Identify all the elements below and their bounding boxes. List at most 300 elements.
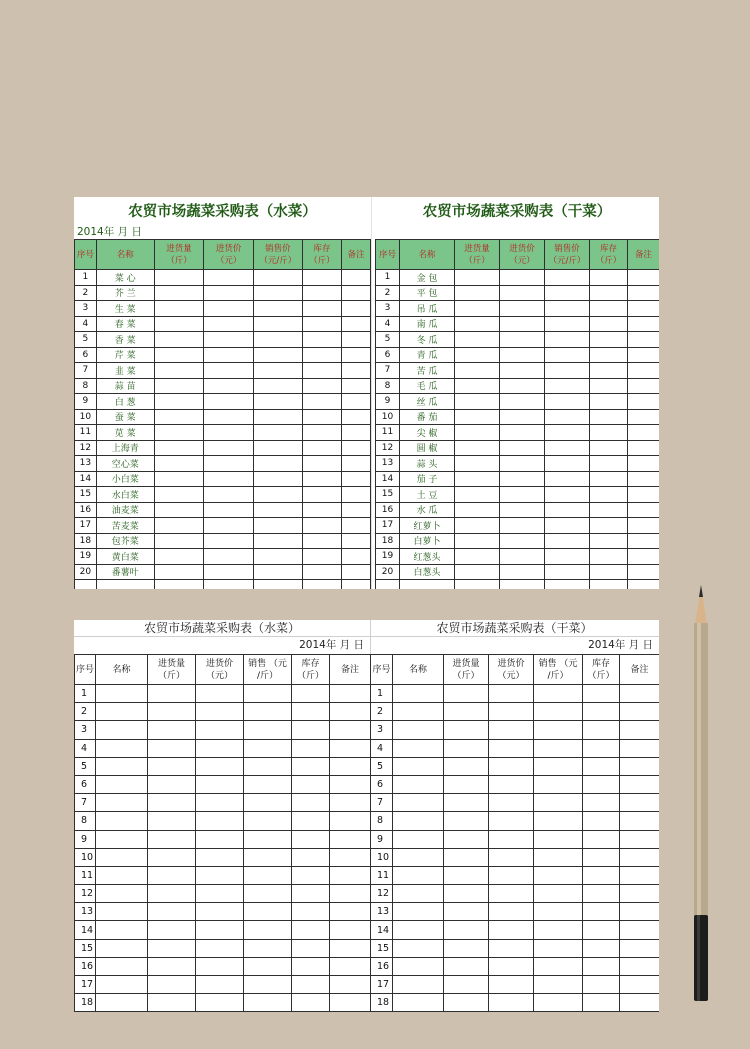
purchase-table (74, 654, 371, 1012)
empty-cell (204, 440, 254, 456)
empty-cell (204, 285, 254, 301)
table-half-watery-vegetables (74, 197, 371, 589)
empty-cell (444, 921, 489, 939)
empty-cell (341, 518, 370, 534)
column-header-line2: （元/斤） (548, 255, 586, 266)
empty-cell (292, 703, 330, 721)
empty-cell (254, 316, 303, 332)
empty-cell (244, 903, 292, 921)
empty-cell (196, 721, 244, 739)
empty-cell (455, 549, 500, 565)
empty-cell (455, 533, 500, 549)
empty-cell (96, 957, 148, 975)
row-number: 2 (371, 703, 393, 721)
table-row (75, 347, 371, 363)
empty-cell (393, 976, 444, 994)
empty-cell (500, 580, 545, 590)
row-number: 1 (376, 270, 400, 286)
empty-cell (489, 703, 534, 721)
vegetable-name: 蚕 菜 (96, 409, 154, 425)
row-number: 13 (371, 903, 393, 921)
empty-cell (489, 721, 534, 739)
column-header-line2: （元） (215, 255, 242, 266)
empty-cell (302, 533, 341, 549)
empty-cell (620, 903, 660, 921)
column-header (154, 240, 204, 270)
empty-cell (620, 921, 660, 939)
empty-cell (244, 703, 292, 721)
empty-cell (292, 739, 330, 757)
column-header-line1: 名称 (418, 249, 436, 260)
empty-cell (196, 976, 244, 994)
empty-cell (254, 332, 303, 348)
column-header-line1: 备注 (630, 664, 649, 675)
row-number: 1 (75, 685, 96, 703)
empty-cell (292, 903, 330, 921)
row-number: 7 (376, 363, 400, 379)
table-row (376, 518, 660, 534)
empty-cell (583, 885, 620, 903)
empty-cell (302, 456, 341, 472)
table-row (376, 564, 660, 580)
row-number: 20 (75, 564, 97, 580)
empty-cell (628, 564, 660, 580)
table-row (376, 471, 660, 487)
table-row (75, 394, 371, 410)
table-row (376, 409, 660, 425)
empty-cell (489, 866, 534, 884)
table-row (75, 830, 371, 848)
table-row (75, 332, 371, 348)
empty-cell (590, 518, 628, 534)
vegetable-name: 苦麦菜 (96, 518, 154, 534)
empty-cell (489, 885, 534, 903)
empty-cell (302, 518, 341, 534)
column-header (371, 655, 393, 685)
empty-cell (500, 316, 545, 332)
empty-cell (590, 316, 628, 332)
empty-cell (204, 487, 254, 503)
empty-cell (444, 866, 489, 884)
empty-cell (583, 903, 620, 921)
table-row (371, 812, 660, 830)
empty-cell (244, 775, 292, 793)
empty-cell (489, 757, 534, 775)
column-header-line1: 销售 （元 (538, 658, 578, 669)
empty-cell (341, 301, 370, 317)
empty-cell (204, 502, 254, 518)
empty-cell (154, 347, 204, 363)
empty-cell (330, 721, 371, 739)
empty-cell (330, 685, 371, 703)
empty-cell (500, 332, 545, 348)
column-header-line1: 销售价 (265, 243, 291, 254)
empty-cell (444, 775, 489, 793)
column-header-line2: （斤） (587, 670, 615, 681)
empty-cell (545, 409, 590, 425)
table-row (371, 921, 660, 939)
empty-cell (302, 471, 341, 487)
empty-cell (489, 812, 534, 830)
row-number: 10 (371, 848, 393, 866)
column-header (96, 655, 148, 685)
table-row (371, 957, 660, 975)
empty-cell (96, 885, 148, 903)
empty-cell (292, 794, 330, 812)
empty-cell (292, 721, 330, 739)
row-number: 18 (376, 533, 400, 549)
empty-cell (393, 703, 444, 721)
empty-cell (628, 502, 660, 518)
empty-cell (628, 471, 660, 487)
table-row (376, 440, 660, 456)
empty-cell (628, 285, 660, 301)
empty-cell (341, 440, 370, 456)
empty-cell (154, 394, 204, 410)
sheet-preview-bottom (74, 620, 659, 1012)
empty-cell (96, 812, 148, 830)
empty-cell (500, 363, 545, 379)
row-number: 9 (371, 830, 393, 848)
table-row (75, 580, 371, 590)
table-row (371, 976, 660, 994)
vegetable-name: 香 菜 (96, 332, 154, 348)
empty-cell (628, 533, 660, 549)
empty-cell (254, 440, 303, 456)
empty-cell (500, 471, 545, 487)
empty-cell (244, 921, 292, 939)
table-row (75, 502, 371, 518)
empty-cell (148, 866, 196, 884)
empty-cell (148, 794, 196, 812)
column-header-line1: 序号 (76, 249, 94, 260)
empty-cell (341, 409, 370, 425)
row-number: 15 (376, 487, 400, 503)
column-header-line2: /斤） (547, 670, 569, 681)
row-number: 19 (75, 549, 97, 565)
empty-cell (244, 794, 292, 812)
empty-cell (292, 757, 330, 775)
row-number: 20 (376, 564, 400, 580)
row-number: 8 (376, 378, 400, 394)
vegetable-name: 水 瓜 (400, 502, 455, 518)
table-row (75, 885, 371, 903)
empty-cell (244, 866, 292, 884)
table-row (371, 848, 660, 866)
empty-cell (545, 285, 590, 301)
empty-cell (393, 775, 444, 793)
table-row (376, 394, 660, 410)
empty-cell (455, 270, 500, 286)
row-number: 16 (371, 957, 393, 975)
empty-cell (254, 533, 303, 549)
table-row (75, 409, 371, 425)
empty-cell (545, 456, 590, 472)
row-number: 2 (376, 285, 400, 301)
row-number: 5 (75, 332, 97, 348)
table-row (371, 830, 660, 848)
empty-cell (154, 440, 204, 456)
row-number: 17 (376, 518, 400, 534)
empty-cell (500, 440, 545, 456)
empty-cell (545, 564, 590, 580)
sheet-preview-top (74, 197, 659, 589)
row-number: 10 (376, 409, 400, 425)
empty-cell (96, 685, 148, 703)
empty-cell (196, 957, 244, 975)
empty-cell (330, 939, 371, 957)
column-header-line2: （斤） (296, 670, 324, 681)
empty-cell (341, 580, 370, 590)
empty-cell (292, 848, 330, 866)
empty-cell (583, 812, 620, 830)
empty-cell (244, 812, 292, 830)
empty-cell (500, 270, 545, 286)
empty-cell (75, 580, 97, 590)
empty-cell (154, 518, 204, 534)
row-number: 12 (75, 440, 97, 456)
empty-cell (341, 471, 370, 487)
empty-cell (196, 866, 244, 884)
column-header (489, 655, 534, 685)
empty-cell (196, 775, 244, 793)
row-number: 7 (371, 794, 393, 812)
table-row (75, 703, 371, 721)
table-row (371, 885, 660, 903)
empty-cell (254, 301, 303, 317)
row-number: 4 (75, 316, 97, 332)
empty-cell (534, 757, 583, 775)
empty-cell (393, 885, 444, 903)
empty-cell (455, 440, 500, 456)
empty-cell (302, 285, 341, 301)
row-number: 9 (376, 394, 400, 410)
empty-cell (330, 812, 371, 830)
vegetable-name: 红葱头 (400, 549, 455, 565)
empty-cell (500, 456, 545, 472)
column-header (96, 240, 154, 270)
empty-cell (455, 456, 500, 472)
empty-cell (204, 549, 254, 565)
empty-cell (244, 976, 292, 994)
column-header-line1: 备注 (347, 249, 365, 260)
row-number: 2 (75, 703, 96, 721)
empty-cell (444, 939, 489, 957)
table-row (376, 363, 660, 379)
row-number: 6 (75, 347, 97, 363)
empty-cell (204, 564, 254, 580)
table-row (75, 994, 371, 1012)
empty-cell (620, 739, 660, 757)
table-row (75, 848, 371, 866)
header-row (371, 655, 660, 685)
empty-cell (254, 502, 303, 518)
empty-cell (244, 685, 292, 703)
row-number: 17 (371, 976, 393, 994)
column-header-line2: （斤） (452, 670, 480, 681)
empty-cell (330, 994, 371, 1012)
empty-cell (254, 471, 303, 487)
empty-cell (534, 775, 583, 793)
vegetable-name: 平 包 (400, 285, 455, 301)
vegetable-name: 毛 瓜 (400, 378, 455, 394)
empty-cell (254, 564, 303, 580)
empty-cell (590, 487, 628, 503)
empty-cell (96, 757, 148, 775)
empty-cell (244, 939, 292, 957)
empty-cell (196, 757, 244, 775)
pencil-icon (689, 585, 713, 1005)
empty-cell (455, 487, 500, 503)
vegetable-name: 生 菜 (96, 301, 154, 317)
table-row (75, 363, 371, 379)
empty-cell (400, 580, 455, 590)
empty-cell (96, 580, 154, 590)
column-header (455, 240, 500, 270)
row-number: 18 (371, 994, 393, 1012)
row-number: 17 (75, 518, 97, 534)
empty-cell (196, 703, 244, 721)
empty-cell (590, 502, 628, 518)
empty-cell (196, 794, 244, 812)
empty-cell (393, 812, 444, 830)
empty-cell (620, 757, 660, 775)
row-number: 13 (75, 903, 96, 921)
empty-cell (393, 794, 444, 812)
empty-cell (244, 957, 292, 975)
empty-cell (534, 703, 583, 721)
empty-cell (545, 394, 590, 410)
row-number: 15 (371, 939, 393, 957)
empty-cell (393, 957, 444, 975)
column-header-line1: 进货价 (509, 243, 535, 254)
empty-cell (583, 866, 620, 884)
column-header (204, 240, 254, 270)
empty-cell (254, 580, 303, 590)
empty-cell (244, 757, 292, 775)
table-row (376, 533, 660, 549)
empty-cell (620, 775, 660, 793)
empty-cell (393, 685, 444, 703)
empty-cell (628, 301, 660, 317)
empty-cell (148, 703, 196, 721)
column-header-line1: 序号 (372, 664, 391, 675)
empty-cell (583, 775, 620, 793)
empty-cell (204, 580, 254, 590)
table-title: 农贸市场蔬菜采购表（干菜） (422, 204, 612, 220)
column-header (590, 240, 628, 270)
empty-cell (330, 703, 371, 721)
empty-cell (330, 866, 371, 884)
table-row (75, 456, 371, 472)
empty-cell (534, 739, 583, 757)
empty-cell (545, 580, 590, 590)
empty-cell (534, 866, 583, 884)
column-header-line2: （斤） (157, 670, 185, 681)
purchase-table (74, 239, 371, 589)
table-row (376, 549, 660, 565)
table-row (75, 440, 371, 456)
empty-cell (154, 270, 204, 286)
empty-cell (148, 957, 196, 975)
column-header-line1: 备注 (634, 249, 652, 260)
column-header-line1: 进货价 (497, 658, 525, 669)
empty-cell (583, 703, 620, 721)
column-header-line1: 名称 (112, 664, 131, 675)
column-header-line2: （斤） (309, 255, 335, 266)
table-row (376, 456, 660, 472)
header-row (75, 655, 371, 685)
empty-cell (148, 830, 196, 848)
column-header (583, 655, 620, 685)
empty-cell (590, 580, 628, 590)
vegetable-name: 韭 菜 (96, 363, 154, 379)
table-row (376, 487, 660, 503)
empty-cell (628, 409, 660, 425)
empty-cell (620, 794, 660, 812)
column-header-line1: 备注 (340, 664, 359, 675)
column-header (75, 240, 97, 270)
empty-cell (583, 939, 620, 957)
empty-cell (545, 347, 590, 363)
empty-cell (254, 378, 303, 394)
vegetable-name: 上海青 (96, 440, 154, 456)
vegetable-name: 红萝卜 (400, 518, 455, 534)
empty-cell (330, 976, 371, 994)
row-number: 4 (75, 739, 96, 757)
empty-cell (393, 994, 444, 1012)
empty-cell (455, 471, 500, 487)
empty-cell (330, 775, 371, 793)
empty-cell (254, 456, 303, 472)
empty-cell (154, 425, 204, 441)
empty-cell (254, 425, 303, 441)
vegetable-name: 油麦菜 (96, 502, 154, 518)
vegetable-name: 苦 瓜 (400, 363, 455, 379)
row-number: 5 (371, 757, 393, 775)
empty-cell (341, 363, 370, 379)
empty-cell (204, 533, 254, 549)
empty-cell (534, 812, 583, 830)
empty-cell (590, 409, 628, 425)
row-number: 7 (75, 363, 97, 379)
date-line: 2014年 月 日 (299, 639, 364, 651)
empty-cell (489, 976, 534, 994)
empty-cell (455, 378, 500, 394)
row-number: 13 (75, 456, 97, 472)
empty-cell (196, 685, 244, 703)
table-row (371, 903, 660, 921)
empty-cell (96, 939, 148, 957)
empty-cell (148, 994, 196, 1012)
empty-cell (148, 939, 196, 957)
empty-cell (302, 502, 341, 518)
empty-cell (628, 347, 660, 363)
empty-cell (302, 332, 341, 348)
table-row (75, 378, 371, 394)
table-row (75, 564, 371, 580)
empty-cell (154, 580, 204, 590)
empty-cell (500, 425, 545, 441)
empty-cell (628, 456, 660, 472)
empty-cell (96, 721, 148, 739)
empty-cell (590, 564, 628, 580)
table-title: 农贸市场蔬菜采购表（水菜） (74, 620, 370, 637)
empty-cell (292, 775, 330, 793)
row-number: 6 (376, 347, 400, 363)
empty-cell (590, 332, 628, 348)
row-number: 19 (376, 549, 400, 565)
